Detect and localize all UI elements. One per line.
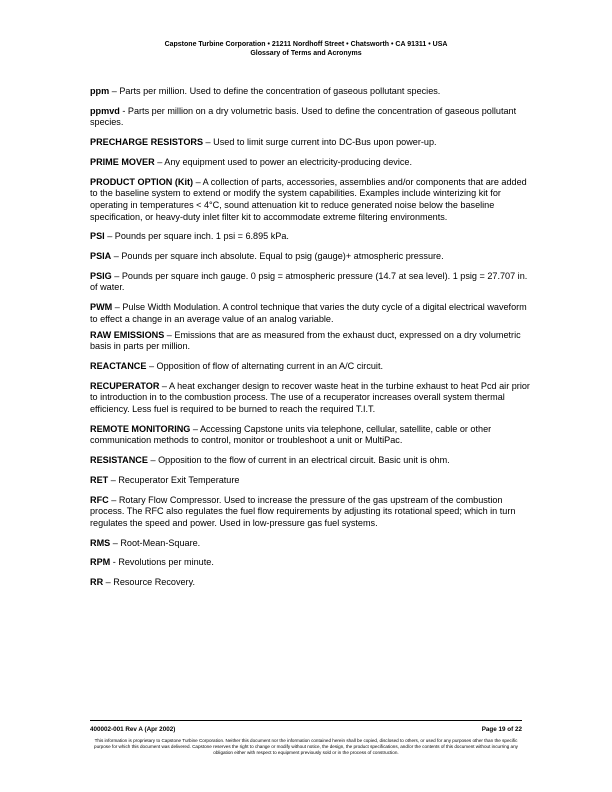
glossary-entry [90,424,530,447]
glossary-entry [90,157,530,169]
glossary-term: PSIA [90,251,112,262]
term-separator: – [108,474,119,485]
glossary-term: RR [90,577,104,588]
glossary-body [90,86,530,597]
term-separator: – [111,270,122,281]
glossary-definition: Opposition of flow of alternating current in an A/C circuit. [156,360,383,371]
page-header [0,40,612,58]
term-separator: – [203,137,214,148]
glossary-term: RESISTANCE [90,455,148,466]
term-separator: – [104,231,115,242]
glossary-term: RET [90,474,109,485]
term-separator: – [190,423,200,434]
term-separator: – [109,86,120,96]
glossary-definition: Revolutions per minute. [118,557,214,568]
glossary-entry [90,495,530,530]
term-separator: – [193,176,203,187]
glossary-term: RPM [90,557,111,568]
glossary-term: ppm [90,86,110,96]
footer-row [90,726,522,734]
header-company-line: Capstone Turbine Corporation • 21211 Nordhoff Street • Chatsworth • CA 91311 • USA [164,41,448,48]
document-id: 400002-001 Rev A (Apr 2002) [90,726,176,733]
glossary-term: ppmvd [90,105,120,116]
glossary-entry [90,137,530,149]
term-separator: – [103,577,114,588]
glossary-definition: Pounds per square inch gauge. 0 psig = atmospheric pressure (14.7 at sea level). 1 psig = 27.707 in. of water. [90,270,528,293]
glossary-term: RMS [90,537,111,548]
term-separator: – [111,251,122,262]
term-separator: – [108,494,119,505]
glossary-term: PRECHARGE RESISTORS [90,137,204,148]
glossary-term: REMOTE MONITORING [90,423,191,434]
glossary-entry [90,381,530,416]
glossary-definition: Pounds per square inch absolute. Equal to psig (gauge)+ atmospheric pressure. [121,251,444,262]
term-separator: - [110,557,119,568]
glossary-term: PSIG [90,270,112,281]
glossary-definition: Pulse Width Modulation. A control technique that varies the duty cycle of a digital electrical waveform to effect a change in an average value of an analog variable. [90,302,527,324]
glossary-entry [90,106,530,129]
glossary-definition: Recuperator Exit Temperature [118,474,240,485]
glossary-definition: Root-Mean-Square. [120,537,201,548]
term-separator: – [147,455,159,466]
glossary-definition: A heat exchanger design to recover waste heat in the turbine exhaust to heat Pcd air prior to introduction in to the combustion process. The use of a recuperator increases overall system thermal efficiency. Less fuel is required to be burned to reach the required T.I.T. [90,380,530,415]
glossary-entry [90,302,530,325]
term-separator: – [154,156,165,167]
glossary-definition: Parts per million on a dry volumetric basis. Used to define the concentration of gaseous pollutant species. [90,105,517,128]
glossary-entry [90,177,530,224]
glossary-definition: Any equipment used to power an electricity-producing device. [164,156,412,167]
glossary-definition: Accessing Capstone units via telephone, cellular, satellite, cable or other communication methods to control, monitor or troubleshoot a unit or MultiPac. [90,423,492,446]
glossary-term: PSI [90,231,105,242]
glossary-definition: Rotary Flow Compressor. Used to increase the pressure of the gas upstream of the combustion process. The RFC also regulates the fuel flow requirements by adjusting its rotational speed; which in turn regulates the speed and power. Used in low-pressure gas fuel systems. [90,494,516,528]
glossary-entry [90,577,530,589]
term-separator: – [159,380,169,391]
proprietary-notice: This information is proprietary to Capstone Turbine Corporation. Neither this document nor the information contained herein shall be copied, disclosed to others, or used for any purposes other than the specific purpose for which this document was delivered. Capstone reserves the right to change or modify without notice, the design, the product specifications, and/or the contents of this document without incurring any obligation either with respect to equipment previously sold or in the process of construction. [94,738,518,756]
glossary-term: PWM [90,302,113,313]
glossary-term: PRODUCT OPTION (Kit) [90,176,194,187]
header-title: Glossary of Terms and Acronyms [250,50,362,57]
glossary-term: RFC [90,494,109,505]
term-separator: – [110,537,121,548]
glossary-definition: Parts per million. Used to define the concentration of gaseous pollutant species. [119,86,441,96]
glossary-entry [90,330,530,353]
glossary-term: RAW EMISSIONS [90,329,165,340]
glossary-term: RECUPERATOR [90,380,160,391]
glossary-entry [90,557,530,569]
glossary-entry [90,271,530,294]
page-footer [90,720,522,757]
term-separator: – [164,329,175,340]
glossary-definition: Resource Recovery. [113,577,195,588]
glossary-definition: Pounds per square inch. 1 psi = 6.895 kPa. [114,231,289,242]
glossary-entry [90,475,530,487]
glossary-definition: Opposition to the flow of current in an electrical circuit. Basic unit is ohm. [158,455,450,466]
glossary-definition: A collection of parts, accessories, assemblies and/or components that are added to the baseline system to extend or modify the system capabilities. Examples include winterizing kit for operating in temperatures < 4°C, sound attenuation kit to reduce generated noise below the baseline specification, or heavy-duty inlet filter kit to accommodate extreme filtering environments. [90,176,527,222]
glossary-entry [90,251,530,263]
glossary-entry [90,455,530,467]
glossary-entry [90,231,530,243]
term-separator: – [146,360,157,371]
glossary-entry [90,538,530,550]
term-separator: – [112,302,123,313]
term-separator: - [119,105,128,116]
glossary-definition: Used to limit surge current into DC-Bus upon power-up. [213,137,437,148]
glossary-entry [90,86,530,98]
glossary-definition: Emissions that are as measured from the exhaust duct, expressed on a dry volumetric basis in parts per million. [90,329,521,352]
page-number: Page 19 of 22 [481,726,522,733]
glossary-term: REACTANCE [90,360,147,371]
glossary-term: PRIME MOVER [90,156,155,167]
glossary-entry [90,361,530,373]
